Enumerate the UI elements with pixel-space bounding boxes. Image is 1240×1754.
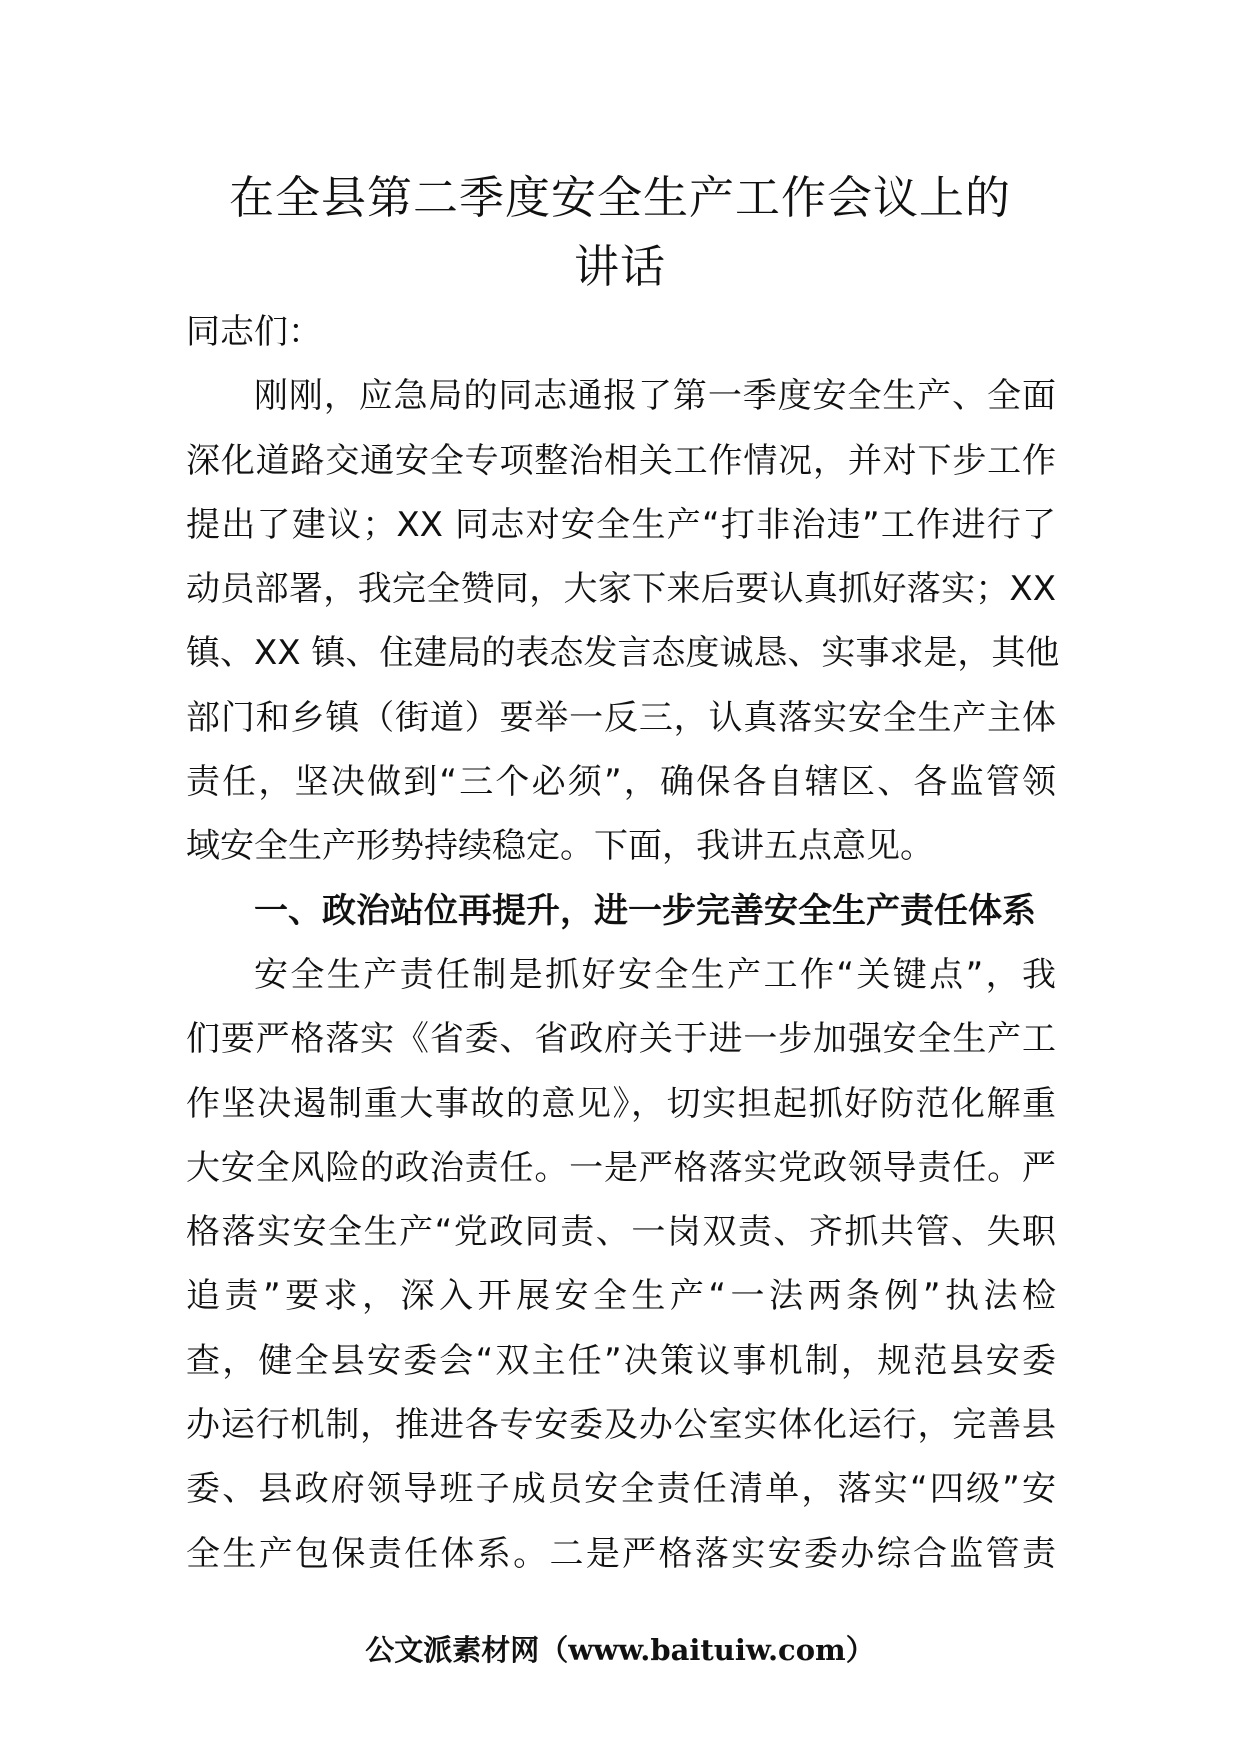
paragraph-line: 动员部署，我完全赞同，大家下来后要认真抓好落实；XX [186,569,1056,610]
watermark-footer: 公文派素材网（www.baituiw.com） [365,1633,875,1667]
document-title-line-2: 讲话 [573,240,666,293]
paragraph-line: 追责”要求，深入开展安全生产“一法两条例”执法检 [186,1276,1056,1317]
document-body [186,300,1060,1586]
paragraph-line: 们要严格落实《省委、省政府关于进一步加强安全生产工 [186,1019,1056,1060]
section-heading: 一、政治站位再提升，进一步完善安全生产责任体系 [254,890,1036,931]
paragraph-line: 作坚决遏制重大事故的意见》，切实担起抓好防范化解重 [186,1083,1056,1124]
paragraph-line: 查，健全县安委会“双主任”决策议事机制，规范县安委 [186,1340,1056,1381]
paragraph-line: 委、县政府领导班子成员安全责任清单，落实“四级”安 [186,1469,1056,1510]
paragraph-line: 格落实安全生产“党政同责、一岗双责、齐抓共管、失职 [186,1212,1056,1253]
paragraph-line: 同志们： [186,312,322,352]
paragraph-line: 大安全风险的政治责任。一是严格落实党政领导责任。严 [186,1147,1056,1188]
paragraph-line: 办运行机制，推进各专安委及办公室实体化运行，完善县 [186,1405,1056,1446]
paragraph-line: 刚刚，应急局的同志通报了第一季度安全生产、全面 [254,376,1056,417]
paragraph-line: 镇、XX 镇、住建局的表态发言态度诚恳、实事求是，其他 [186,633,1060,674]
paragraph-line: 深化道路交通安全专项整治相关工作情况，并对下步工作 [186,440,1056,481]
paragraph-line: 提出了建议；XX 同志对安全生产“打非治违”工作进行了 [186,504,1056,545]
paragraph-line: 部门和乡镇（街道）要举一反三，认真落实安全生产主体 [186,697,1056,738]
paragraph-line: 全生产包保责任体系。二是严格落实安委办综合监管责 [186,1533,1056,1574]
paragraph-line: 安全生产责任制是抓好安全生产工作“关键点”，我 [254,954,1056,995]
paragraph-line: 责任，坚决做到“三个必须”，确保各自辖区、各监管领 [186,762,1056,803]
paragraph-line: 域安全生产形势持续稳定。下面，我讲五点意见。 [186,826,934,867]
document-title-line-1: 在全县第二季度安全生产工作会议上的 [228,171,1011,224]
